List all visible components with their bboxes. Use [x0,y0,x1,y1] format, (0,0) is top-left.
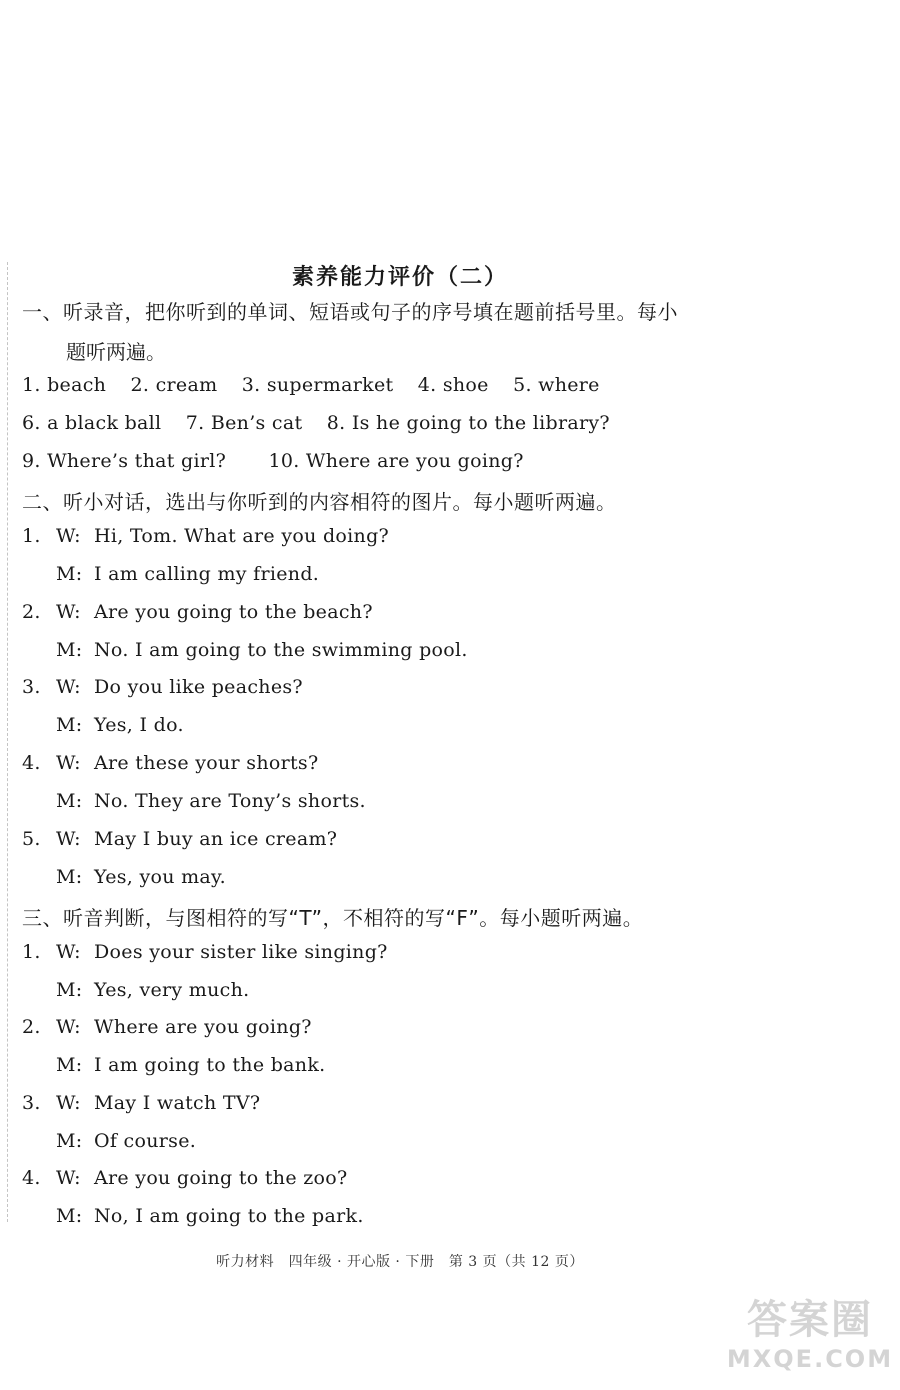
dialog-line-m: M: I am calling my friend. [56,563,320,585]
word-item: 7. Ben’s cat [185,412,303,434]
word-item: 6. a black ball [22,412,162,434]
dialog-line-m: M: Yes, I do. [56,714,184,736]
dialog-line-w: 4. W: Are you going to the zoo? [22,1167,348,1189]
word-item: 3. supermarket [241,374,394,396]
page-title: 素养能力评价（二） [291,265,508,290]
dialog-line-m: M: Yes, very much. [56,979,250,1001]
word-item: 9. Where’s that girl? [22,450,227,472]
word-item: 1. beach [22,374,107,396]
section1-row-3 [22,450,524,472]
dialog-line-w: 5. W: May I buy an ice cream? [22,828,338,850]
section2-heading: 二、听小对话，选出与你听到的内容相符的图片。每小题听两遍。 [22,490,617,514]
page-footer: 听力材料 四年级 · 开心版 · 下册 第 3 页（共 12 页） [216,1254,584,1270]
dialog-line-w: 3. W: May I watch TV? [22,1092,261,1114]
section1-heading-cont: 题听两遍。 [66,340,166,364]
section1-row-1 [22,374,600,396]
dialog-line-m: M: Yes, you may. [56,866,226,888]
dialog-line-m: M: No. They are Tony’s shorts. [56,790,366,812]
watermark-logo [726,1296,894,1386]
dialog-line-m: M: I am going to the bank. [56,1054,326,1076]
dialog-line-m: M: Of course. [56,1130,197,1152]
word-item: 4. shoe [417,374,489,396]
dialog-line-w: 2. W: Where are you going? [22,1016,312,1038]
dialog-line-w: 3. W: Do you like peaches? [22,676,303,698]
section3-heading: 三、听音判断，与图相符的写“T”，不相符的写“F”。每小题听两遍。 [22,906,644,930]
binding-line [7,262,8,1222]
dialog-line-w: 4. W: Are these your shorts? [22,752,319,774]
dialog-line-w: 1. W: Hi, Tom. What are you doing? [22,525,390,547]
watermark-site-text: MXQE.COM [726,1345,894,1373]
section1-heading: 一、听录音，把你听到的单词、短语或句子的序号填在题前括号里。每小 [22,300,678,324]
watermark-logo-text: 答案圈 [747,1297,873,1343]
dialog-line-m: M: No, I am going to the park. [56,1205,364,1227]
dialog-line-m: M: No. I am going to the swimming pool. [56,639,468,661]
word-item: 2. cream [130,374,218,396]
dialog-line-w: 1. W: Does your sister like singing? [22,941,388,963]
section1-row-2 [22,412,610,434]
word-item: 8. Is he going to the library? [326,412,610,434]
dialog-line-w: 2. W: Are you going to the beach? [22,601,373,623]
word-item: 10. Where are you going? [268,450,524,472]
word-item: 5. where [513,374,600,396]
